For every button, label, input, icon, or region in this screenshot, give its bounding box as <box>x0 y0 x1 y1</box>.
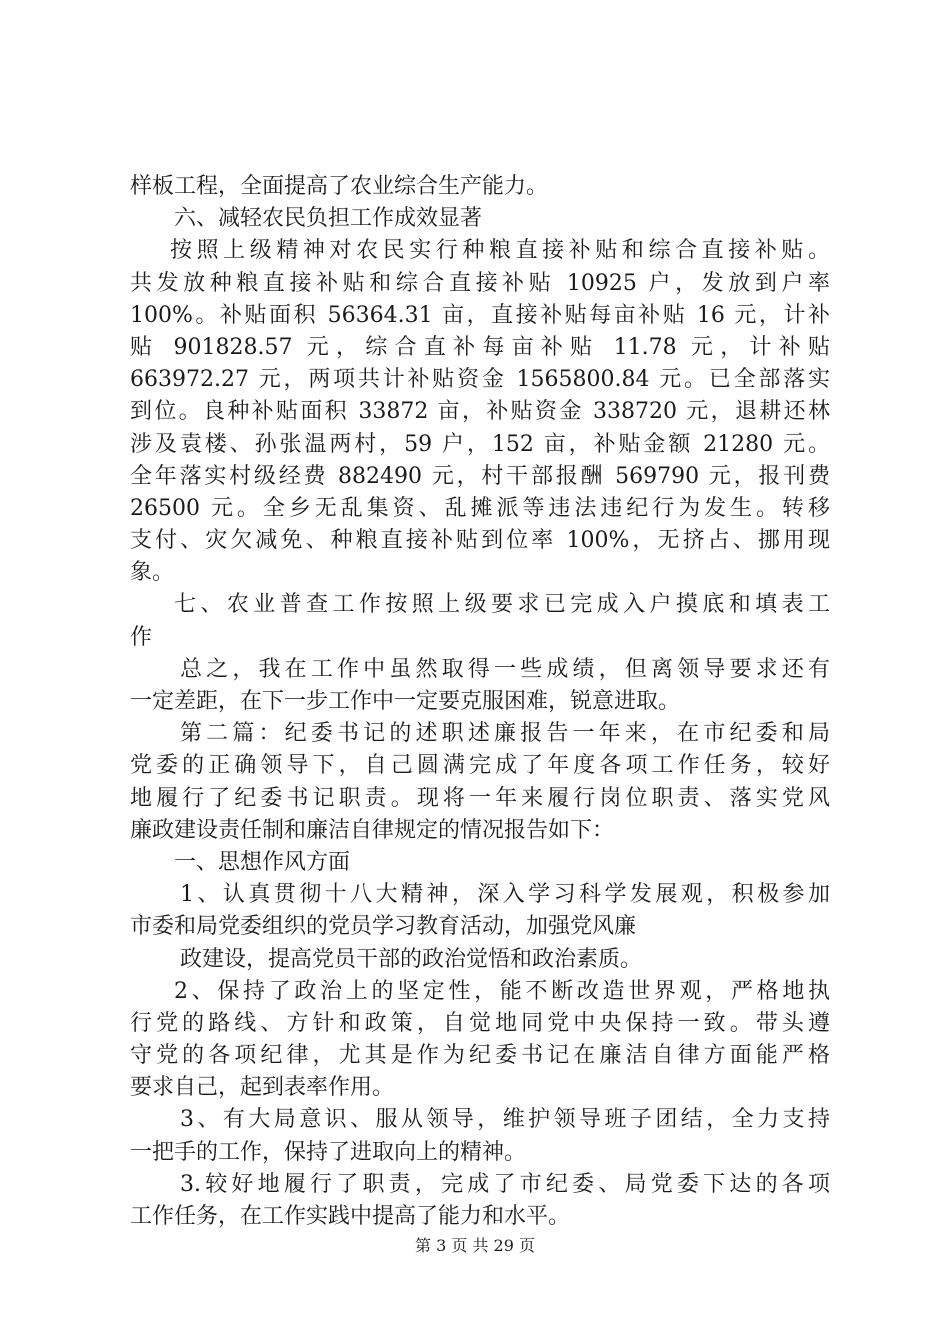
text-line: 涉及袁楼、孙张温两村，59 户，152 亩，补贴金额 21280 元。 <box>130 431 830 457</box>
text-line: 2、保持了政治上的坚定性，能不断改造世界观，严格地执 <box>174 978 830 1004</box>
text-line: 作 <box>130 624 153 650</box>
text-line: 贴 901828.57 元，综合直补每亩补贴 11.78 元，计补贴 <box>130 334 830 360</box>
section-heading: 一、思想作风方面 <box>174 849 351 875</box>
document-body <box>130 171 830 1233</box>
text-line: 政建设，提高党员干部的政治觉悟和政治素质。 <box>180 946 643 972</box>
section-heading: 六、减轻农民负担工作成效显著 <box>174 206 483 232</box>
text-line: 100%。补贴面积 56364.31 亩，直接补贴每亩补贴 16 元，计补 <box>130 302 830 328</box>
section-heading: 七、农业普查工作按照上级要求已完成入户摸底和填表工 <box>174 592 830 618</box>
text-line: 第二篇：纪委书记的述职述廉报告一年来，在市纪委和局 <box>180 721 830 747</box>
text-line: 党委的正确领导下，自己圆满完成了年度各项工作任务，较好 <box>130 753 830 779</box>
text-line: 26500 元。全乡无乱集资、乱摊派等违法违纪行为发生。转移 <box>130 495 830 521</box>
text-line: 守党的各项纪律，尤其是作为纪委书记在廉洁自律方面能严格 <box>130 1043 830 1069</box>
text-line: 3.较好地履行了职责，完成了市纪委、局党委下达的各项 <box>180 1171 830 1197</box>
text-line: 3、有大局意识、服从领导，维护领导班子团结，全力支持 <box>180 1107 830 1133</box>
text-line: 市委和局党委组织的党员学习教育活动，加强党风廉 <box>130 914 637 940</box>
text-line: 样板工程，全面提高了农业综合生产能力。 <box>130 174 549 199</box>
text-line: 支付、灾欠减免、种粮直接补贴到位率 100%，无挤占、挪用现 <box>130 528 830 554</box>
text-line: 全年落实村级经费 882490 元，村干部报酬 569790 元，报刊费 <box>130 463 830 489</box>
text-line: 一定差距，在下一步工作中一定要克服困难，锐意进取。 <box>130 689 681 714</box>
text-line: 要求自己，起到表率作用。 <box>130 1075 395 1101</box>
text-line: 象。 <box>130 560 175 586</box>
text-line: 一把手的工作，保持了进取向上的精神。 <box>130 1139 527 1165</box>
text-line: 地履行了纪委书记职责。现将一年来履行岗位职责、落实党风 <box>130 785 830 811</box>
page-number: 第 3 页 共 29 页 <box>415 1236 535 1255</box>
text-line: 共发放种粮直接补贴和综合直接补贴 10925 户，发放到户率 <box>130 270 830 296</box>
text-line: 按照上级精神对农民实行种粮直接补贴和综合直接补贴。 <box>170 238 830 264</box>
page-footer <box>0 1236 950 1256</box>
text-line: 总之，我在工作中虽然取得一些成绩，但离领导要求还有 <box>180 656 830 682</box>
text-line: 行党的路线、方针和政策，自觉地同党中央保持一致。带头遵 <box>130 1010 830 1036</box>
text-line: 工作任务，在工作实践中提高了能力和水平。 <box>130 1204 571 1229</box>
text-line: 1、认真贯彻十八大精神，深入学习科学发展观，积极参加 <box>180 882 830 908</box>
text-line: 到位。良种补贴面积 33872 亩，补贴资金 338720 元，退耕还林 <box>130 399 830 425</box>
text-line: 663972.27 元，两项共计补贴资金 1565800.84 元。已全部落实 <box>130 367 830 393</box>
text-line: 廉政建设责任制和廉洁自律规定的情况报告如下： <box>130 817 615 843</box>
